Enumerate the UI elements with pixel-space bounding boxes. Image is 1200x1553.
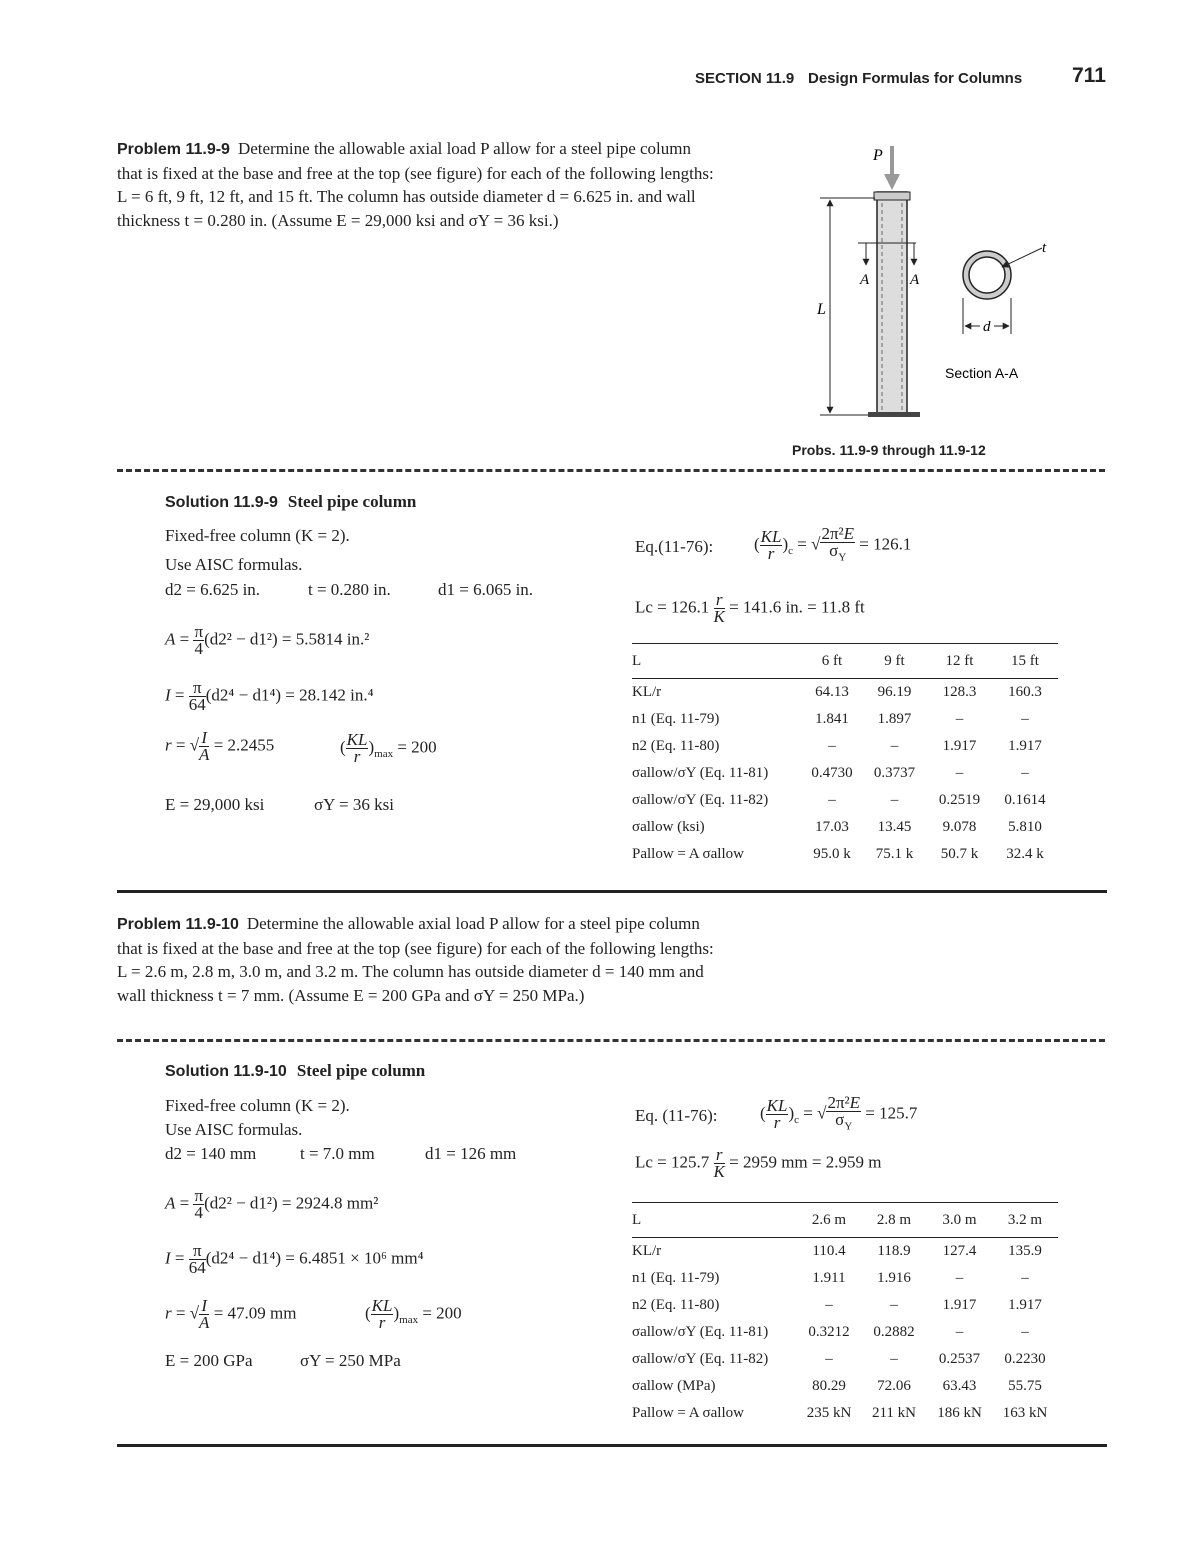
solution-label: Solution 11.9-9 (165, 494, 278, 511)
problem-11-9-9 (117, 137, 717, 232)
cut-label-left: A (860, 272, 870, 288)
problem-statement: Determine the allowable axial load P allow for a steel pipe column that is fixed at the base and free at the top (see figure) for each of the following lengths: L = 6 ft, 9 ft, 12 ft, and 15 ft. The column has outside diameter d = 6.625 in. and wall thickness t = 0.280 in. (Assume E = 29,000 ksi and σY = 36 ksi.) (117, 139, 714, 230)
table-row: Pallow = A σallow 95.0 k 75.1 k 50.7 k 32.4 k (632, 846, 1044, 862)
page-number: 711 (1072, 64, 1106, 87)
solution-label: Solution 11.9-10 (165, 1063, 287, 1080)
yield-stress: σY = 250 MPa (300, 1351, 401, 1370)
modulus: E = 200 GPa (165, 1351, 253, 1370)
table-row: KL/r 110.4 118.9 127.4 135.9 (632, 1243, 1042, 1259)
radius-equation: r = √ $\frac{I}{A}$ = 47.09 mm (165, 1296, 297, 1332)
table-row: n2 (Eq. 11-80) – – 1.917 1.917 (632, 738, 1042, 754)
slenderness-max: ( $\frac{KL}{r}$ )$_{max} = 200$ (340, 730, 437, 766)
table-row: σallow/σY (Eq. 11-82) – – 0.2519 0.1614 (632, 792, 1046, 808)
solution-subtitle: Steel pipe column (287, 492, 417, 511)
inertia-equation: I = $\frac{\pi}{64}$ (d2⁴ − d1⁴) = 28.142 in.⁴ (165, 678, 374, 714)
dim-d2: d2 = 140 mm (165, 1144, 257, 1163)
section-inner (969, 257, 1005, 293)
divider (117, 469, 1105, 472)
problem-statement: Determine the allowable axial load P allow for a steel pipe column that is fixed at the base and free at the top (see figure) for each of the following lengths: L = 2.6 m, 2.8 m, 3.0 m, and 3.2 m. The column has outside diameter d = 140 mm and wall thickness t = 7 mm. (Assume E = 200 GPa and σY = 250 MPa.) (117, 914, 714, 1005)
problem-label: Problem 11.9-9 (117, 141, 230, 158)
yield-stress: σY = 36 ksi (314, 795, 394, 814)
table-row: n2 (Eq. 11-80) – – 1.917 1.917 (632, 1297, 1042, 1313)
table-row: n1 (Eq. 11-79) 1.841 1.897 – – (632, 711, 1029, 727)
table-row: σallow (MPa) 80.29 72.06 63.43 55.75 (632, 1378, 1042, 1394)
load-arrowhead (884, 174, 900, 190)
critical-length: Lc = 126.1 $\frac{r}{K}$ = 141.6 in. = 11.8 ft (635, 590, 865, 626)
table-row: n1 (Eq. 11-79) 1.911 1.916 – – (632, 1270, 1029, 1286)
modulus: E = 29,000 ksi (165, 795, 265, 814)
table-header: L 6 ft 9 ft 12 ft 15 ft (632, 644, 1058, 679)
problem-11-9-10 (117, 912, 717, 1007)
table-row: σallow (ksi) 17.03 13.45 9.078 5.810 (632, 819, 1042, 835)
divider (117, 1039, 1105, 1042)
area-equation: A = $\frac{\pi}{4}$ (d2² − d1²) = 5.5814 in.² (165, 622, 370, 658)
section-label: Section A-A (945, 365, 1019, 381)
table-row: KL/r 64.13 96.19 128.3 160.3 (632, 684, 1042, 700)
section-rule (117, 890, 1107, 893)
inertia-equation: I = $\frac{\pi}{64}$ (d2⁴ − d1⁴) = 6.4851 × 10⁶ mm⁴ (165, 1241, 424, 1277)
results-table (632, 643, 1058, 868)
solution-title (165, 492, 416, 512)
diameter-label: d (983, 319, 991, 335)
critical-slenderness: ( $\frac{KL}{r}$ )$_c$ = √ $\frac{\text{2π²E}}{\sigma_Y}$ = 125.7 (760, 1093, 918, 1133)
column-cap (874, 192, 910, 200)
dim-d2: d2 = 6.625 in. (165, 580, 261, 599)
text-line: Use AISC formulas. (165, 555, 303, 574)
section-title: Design Formulas for Columns (808, 70, 1023, 87)
results-table (632, 1202, 1058, 1427)
table-row: σallow/σY (Eq. 11-82) – – 0.2537 0.2230 (632, 1351, 1046, 1367)
figure-caption: Probs. 11.9-9 through 11.9-12 (792, 442, 986, 458)
eq-label: Eq.(11-76): (635, 537, 714, 556)
area-equation: A = $\frac{\pi}{4}$ (d2² − d1²) = 2924.8 mm² (165, 1186, 379, 1222)
dim-d1: d1 = 6.065 in. (438, 580, 534, 599)
table-row: σallow/σY (Eq. 11-81) 0.4730 0.3737 – – (632, 765, 1029, 781)
section-number: SECTION 11.9 (695, 70, 795, 87)
pipe-column-figure (780, 140, 1100, 460)
table-header: L 2.6 m 2.8 m 3.0 m 3.2 m (632, 1203, 1058, 1238)
critical-length: Lc = 125.7 $\frac{r}{K}$ = 2959 mm = 2.959 m (635, 1145, 882, 1181)
slenderness-max: ( $\frac{KL}{r}$ )$_{max} = 200$ (365, 1296, 462, 1332)
eq-label: Eq. (11-76): (635, 1106, 718, 1125)
problem-label: Problem 11.9-10 (117, 916, 239, 933)
table-row: Pallow = A σallow 235 kN 211 kN 186 kN 163 kN (632, 1405, 1048, 1421)
cut-label-right: A (910, 272, 920, 288)
section-rule (117, 1444, 1107, 1447)
thickness-label: t (1042, 240, 1047, 256)
dim-t: t = 7.0 mm (300, 1144, 375, 1163)
text-line: Fixed-free column (K = 2). (165, 1096, 350, 1115)
solution-subtitle: Steel pipe column (296, 1061, 426, 1080)
critical-slenderness: ( $\frac{KL}{r}$ )$_c$ = √ $\frac{\text{2π²E}}{\sigma_Y}$ = 126.1 (754, 524, 912, 564)
dim-t: t = 0.280 in. (308, 580, 391, 599)
text-line: Fixed-free column (K = 2). (165, 526, 350, 545)
length-label: L (817, 301, 826, 318)
text-line: Use AISC formulas. (165, 1120, 303, 1139)
table-row: σallow/σY (Eq. 11-81) 0.3212 0.2882 – – (632, 1324, 1029, 1340)
dim-d1: d1 = 126 mm (425, 1144, 517, 1163)
radius-equation: r = √ $\frac{I}{A}$ = 2.2455 (165, 728, 275, 764)
load-label: P (873, 147, 883, 164)
fixed-base (868, 412, 920, 417)
solution-title (165, 1061, 425, 1081)
